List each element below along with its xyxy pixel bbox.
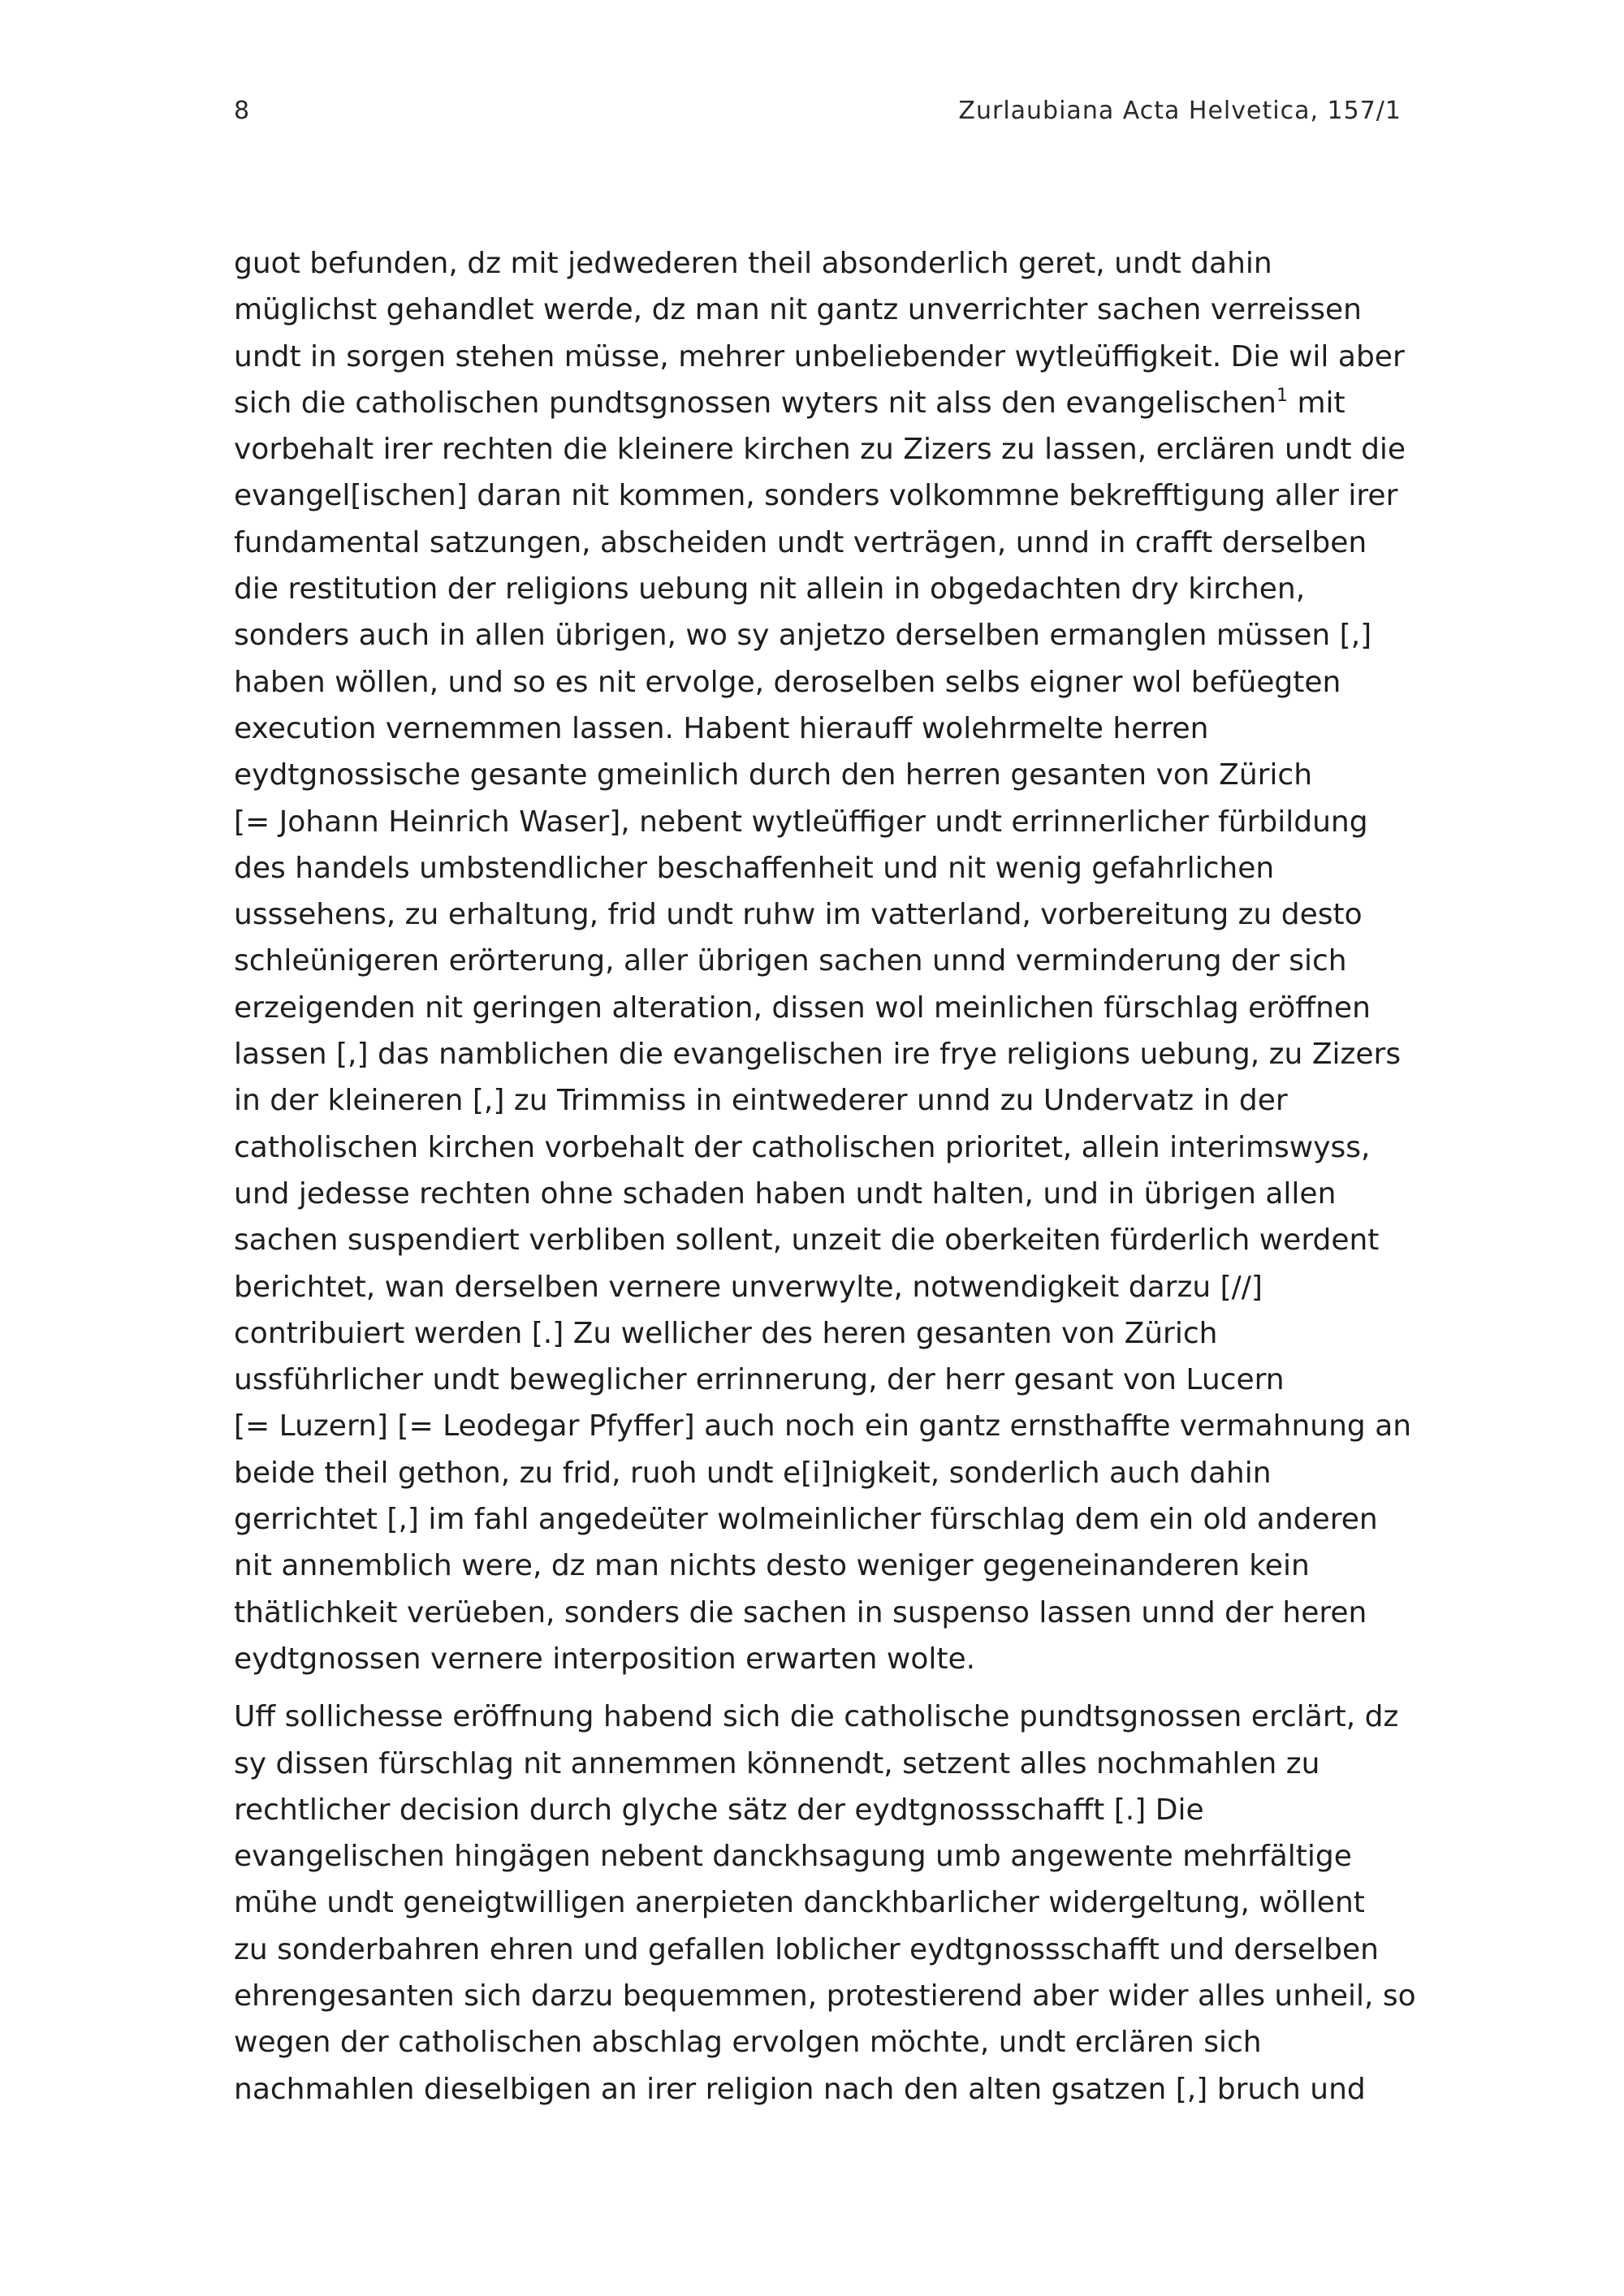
line-text: müglichst gehandlet werde, dz man nit gantz unverrichter sachen verreissen [234, 293, 1362, 327]
text-line [234, 1450, 1403, 1496]
text-line [234, 1217, 1403, 1263]
line-text: beide theil gethon, zu frid, ruoh undt e[i]nigkeit, sonderlich auch dahin [234, 1456, 1272, 1490]
line-text: die restitution der religions uebung nit allein in obgedachten dry kirchen, [234, 572, 1306, 606]
text-line [234, 334, 1403, 380]
line-text: zu sonderbahren ehren und gefallen loblicher eydtgnossschafft und derselben [234, 1932, 1379, 1966]
body-text [234, 240, 1416, 2113]
line-text-continued: mit [1288, 386, 1345, 420]
line-text: sich die catholischen pundtsgnossen wyters nit alss den evangelischen [234, 386, 1276, 420]
text-line [234, 1636, 1403, 1682]
line-text: contribuiert werden [.] Zu wellicher des heren gesanten von Zürich [234, 1316, 1218, 1350]
line-text: [= Johann Heinrich Waser], nebent wytleüffiger undt errinnerlicher fürbildung [234, 805, 1368, 839]
text-line [234, 426, 1406, 473]
line-text: ehrengesanten sich darzu bequemmen, protestierend aber wider alles unheil, so [234, 1979, 1416, 2013]
line-text: eydtgnossische gesante gmeinlich durch den herren gesanten von Zürich [234, 758, 1313, 792]
line-text: erzeigenden nit geringen alteration, dissen wol meinlichen fürschlag eröffnen [234, 990, 1371, 1025]
text-line [234, 985, 1403, 1031]
line-text: evangel[ischen] daran nit kommen, sonders volkommne bekrefftigung aller irer [234, 479, 1398, 513]
line-text: fundamental satzungen, abscheiden undt verträgen, unnd in crafft derselben [234, 525, 1367, 559]
text-line [234, 1833, 1403, 1880]
line-text: thätlichkeit verüeben, sonders die sachen in suspenso lassen unnd der heren [234, 1595, 1367, 1629]
line-text: rechtlicher decision durch glyche sätz der eydtgnossschafft [.] Die [234, 1793, 1204, 1827]
line-text: schleünigeren erörterung, aller übrigen sachen unnd verminderung der sich [234, 944, 1347, 978]
text-line [234, 706, 1403, 752]
line-text: [= Luzern] [= Leodegar Pfyffer] auch noch ein gantz ernsthaffte vermahnung an [234, 1409, 1412, 1444]
text-line [234, 1310, 1403, 1357]
text-line [234, 1927, 1403, 1973]
text-line [234, 380, 1403, 426]
line-text: haben wöllen, und so es nit ervolge, deroselben selbs eigner wol befüegten [234, 665, 1341, 699]
line-text: sachen suspendiert verbliben sollent, unzeit die oberkeiten fürderlich werdent [234, 1224, 1380, 1258]
line-text: catholischen kirchen vorbehalt der catholischen prioritet, allein interimswyss, [234, 1130, 1371, 1164]
text-line [234, 473, 1403, 519]
line-text: und jedesse rechten ohne schaden haben undt halten, und in übrigen allen [234, 1176, 1337, 1211]
text-line [234, 1077, 1403, 1124]
line-text: undt in sorgen stehen müsse, mehrer unbeliebender wytleüffigkeit. Die wil aber [234, 339, 1405, 373]
page-number: 8 [234, 97, 251, 125]
line-text: wegen der catholischen abschlag ervolgen möchte, undt erclären sich [234, 2026, 1262, 2060]
line-text: mühe undt geneigtwilligen anerpieten danckhbarlicher widergeltung, wöllent [234, 1886, 1365, 1920]
text-line [234, 1031, 1403, 1077]
paragraph [234, 1694, 1416, 2113]
text-line [234, 845, 1403, 891]
text-line [234, 1880, 1403, 1926]
line-text: in der kleineren [,] zu Trimmiss in eintwederer unnd zu Undervatz in der [234, 1084, 1288, 1118]
text-line [234, 891, 1403, 938]
text-line [234, 2019, 1403, 2065]
line-text: berichtet, wan derselben vernere unverwylte, notwendigkeit darzu [//] [234, 1270, 1263, 1304]
text-line [234, 1973, 1416, 2019]
text-line [234, 1171, 1403, 1217]
text-line [234, 520, 1403, 566]
text-line [234, 938, 1403, 984]
text-line [234, 1357, 1403, 1403]
text-line [234, 1496, 1403, 1543]
paragraph [234, 240, 1412, 1682]
text-line [234, 752, 1403, 798]
line-text: usssehens, zu erhaltung, frid undt ruhw im vatterland, vorbereitung zu desto [234, 898, 1363, 932]
footnote-marker[interactable]: 1 [1276, 385, 1288, 406]
text-line [234, 659, 1403, 706]
text-line [234, 1543, 1403, 1589]
text-line [234, 799, 1403, 845]
line-text: eydtgnossen vernere interposition erwarten wolte. [234, 1642, 976, 1676]
line-text: sonders auch in allen übrigen, wo sy anjetzo derselben ermanglen müssen [,] [234, 619, 1372, 653]
line-text: ussführlicher undt beweglicher errinnerung, der herr gesant von Lucern [234, 1363, 1285, 1397]
line-text: evangelischen hingägen nebent danckhsagung umb angewente mehrfältige [234, 1840, 1352, 1874]
text-line [234, 1264, 1403, 1310]
running-title: Zurlaubiana Acta Helvetica, 157/1 [958, 97, 1402, 125]
line-text: sy dissen fürschlag nit annemmen könnendt, setzent alles nochmahlen zu [234, 1746, 1320, 1780]
text-line [234, 2066, 1403, 2113]
line-text: lassen [,] das namblichen die evangelischen ire frye religions uebung, zu Zizers [234, 1038, 1402, 1072]
line-text: nit annemblich were, dz man nichts desto weniger gegeneinanderen kein [234, 1549, 1310, 1583]
text-line [234, 287, 1403, 333]
text-line [234, 240, 1403, 287]
line-text: gerrichtet [,] im fahl angedeüter wolmeinlicher fürschlag dem ein old anderen [234, 1503, 1378, 1537]
text-line [234, 1787, 1403, 1833]
text-line [234, 566, 1403, 612]
line-text: execution vernemmen lassen. Habent hierauff wolehrmelte herren [234, 711, 1209, 745]
text-line [234, 1741, 1403, 1787]
text-line [234, 1124, 1403, 1171]
text-line [234, 1403, 1412, 1449]
line-text: guot befunden, dz mit jedwederen theil absonderlich geret, undt dahin [234, 247, 1272, 280]
text-line [234, 1590, 1403, 1636]
text-line [234, 612, 1403, 658]
line-text: des handels umbstendlicher beschaffenheit und nit wenig gefahrlichen [234, 851, 1275, 885]
line-text: vorbehalt irer rechten die kleinere kirchen zu Zizers zu lassen, erclären undt die [234, 433, 1406, 467]
running-head [234, 91, 1402, 132]
line-text: nachmahlen dieselbigen an irer religion nach den alten gsatzen [,] bruch und [234, 2072, 1366, 2106]
text-line [234, 1694, 1403, 1740]
line-text: Uff sollichesse eröffnung habend sich die catholische pundtsgnossen erclärt, dz [234, 1700, 1399, 1734]
